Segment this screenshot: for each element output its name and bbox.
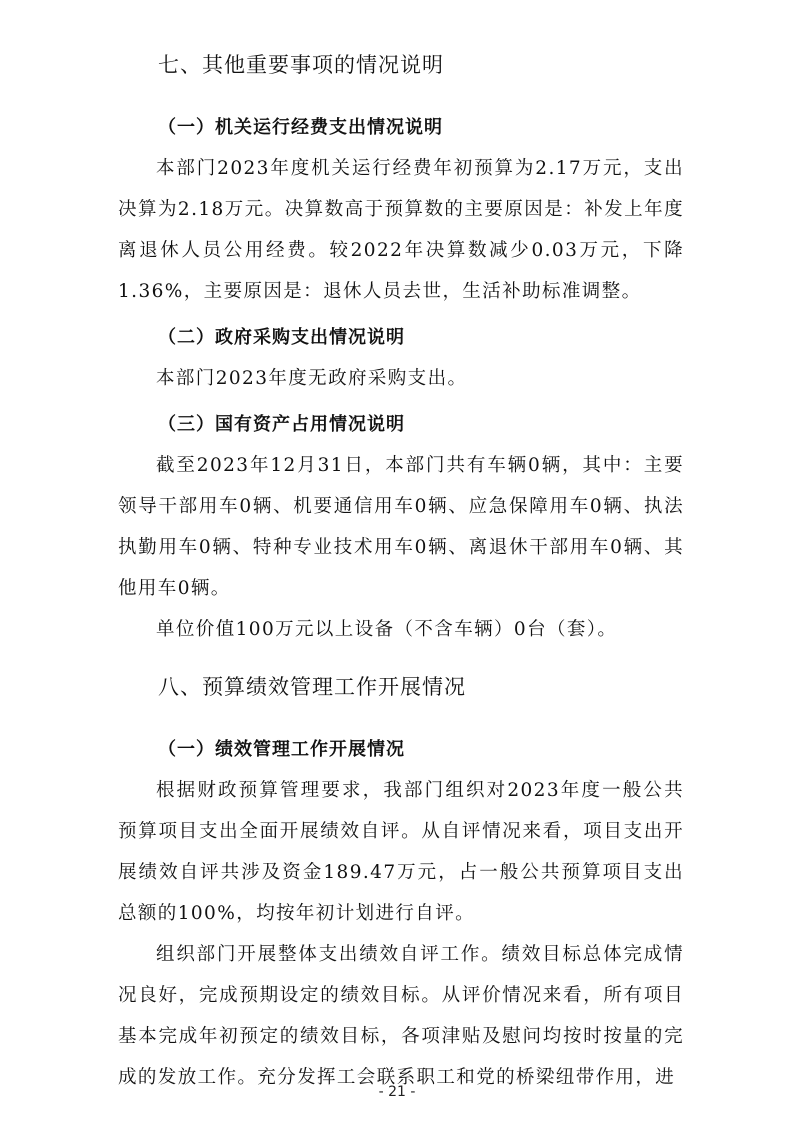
- paragraph-overall-evaluation: 组织部门开展整体支出绩效自评工作。绩效目标总体完成情况良好，完成预期设定的绩效目标。从评价情况来看，所有项目基本完成年初预定的绩效目标，各项津贴及慰问均按时按量的完成的发放工作。充分发挥工会联系职工和党的桥梁纽带作用，进: [118, 944, 684, 1088]
- paragraph-operating-expenses: 本部门2023年度机关运行经费年初预算为2.17万元，支出决算为2.18万元。决算数高于预算数的主要原因是：补发上年度离退休人员公用经费。较2022年决算数减少0.03万元，下降1.36%，主要原因是：退休人员去世，生活补助标准调整。: [118, 158, 684, 302]
- subsection-heading-7-2: （二）政府采购支出情况说明: [158, 327, 405, 348]
- paragraph-government-procurement: 本部门2023年度无政府采购支出。: [156, 368, 468, 389]
- page-number: - 21 -: [378, 1084, 416, 1100]
- paragraph-vehicles: 截至2023年12月31日，本部门共有车辆0辆，其中：主要领导干部用车0辆、机要通信用车0辆、应急保障用车0辆、执法执勤用车0辆、特种专业技术用车0辆、离退休干部用车0辆、其他用车0辆。: [118, 455, 684, 599]
- subsection-heading-7-1: （一）机关运行经费支出情况说明: [158, 117, 443, 138]
- section-heading-7: 七、其他重要事项的情况说明: [158, 53, 444, 77]
- section-heading-8: 八、预算绩效管理工作开展情况: [158, 675, 466, 699]
- subsection-heading-7-3: （三）国有资产占用情况说明: [158, 414, 405, 435]
- paragraph-performance-self-evaluation: 根据财政预算管理要求，我部门组织对2023年度一般公共预算项目支出全面开展绩效自评。从自评情况来看，项目支出开展绩效自评共涉及资金189.47万元，占一般公共预算项目支出总额的100%，均按年初计划进行自评。: [118, 780, 684, 924]
- paragraph-equipment: 单位价值100万元以上设备（不含车辆）0台（套）。: [156, 619, 618, 640]
- subsection-heading-8-1: （一）绩效管理工作开展情况: [158, 739, 405, 760]
